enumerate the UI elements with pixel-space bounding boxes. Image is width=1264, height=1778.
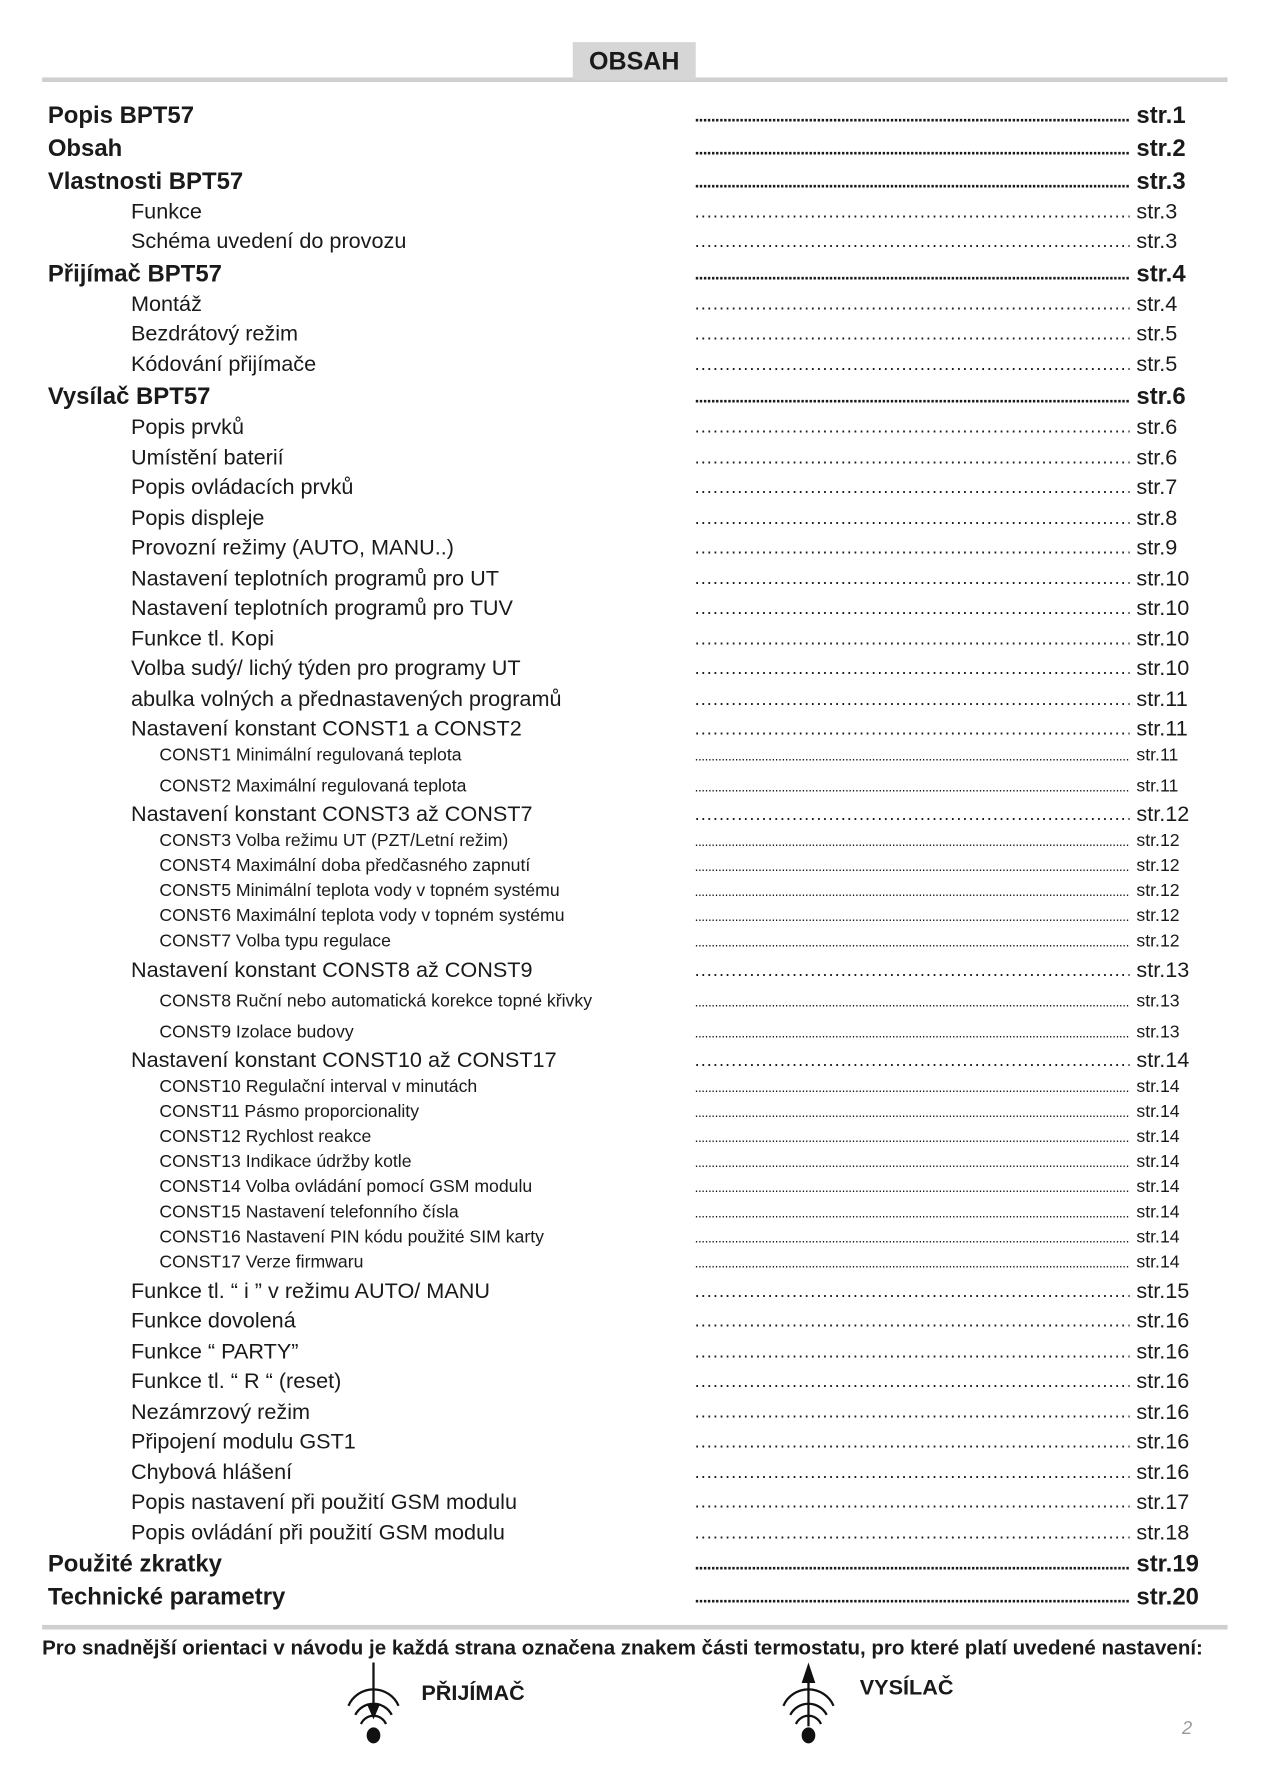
- toc-leader-dots: [695, 388, 1130, 407]
- toc-leader-dots: [695, 1130, 1130, 1146]
- toc-entry-page: str.5: [1136, 322, 1178, 347]
- toc-entry-title: Nastavení teplotních programů pro UT: [130, 567, 499, 591]
- toc-entry-title: Montáž: [130, 292, 202, 317]
- toc-entry-page: str.14: [1136, 1102, 1180, 1122]
- toc-entry-title: Funkce: [130, 200, 202, 225]
- toc-entry-page: str.10: [1136, 567, 1190, 591]
- toc-entry-page: str.7: [1136, 475, 1178, 500]
- toc-entry-title: Volba sudý/ lichý týden pro programy UT: [130, 657, 521, 681]
- toc-entry-page: str.1: [1136, 102, 1186, 129]
- toc-leader-dots: [695, 1372, 1130, 1392]
- toc-entry-title: CONST9 Izolace budovy: [159, 1022, 354, 1042]
- toc-entry-page: str.10: [1136, 596, 1190, 621]
- toc-leader-dots: [695, 173, 1130, 192]
- toc-leader-dots: [695, 599, 1130, 619]
- toc-entry-title: Nastavení konstant CONST8 až CONST9: [130, 958, 533, 983]
- toc-entry-page: str.12: [1136, 906, 1180, 926]
- toc-entry-page: str.2: [1136, 135, 1186, 162]
- toc-entry-page: str.10: [1136, 627, 1190, 652]
- toc-entry-title: Popis BPT57: [47, 102, 195, 129]
- toc-entry-title: Přijímač BPT57: [47, 260, 222, 287]
- toc-entry-title: CONST2 Maximální regulovaná teplota: [159, 776, 467, 796]
- toc-entry-title: CONST6 Maximální teplota vody v topném systému: [159, 906, 565, 926]
- toc-entry-title: Schéma uvedení do provozu: [130, 230, 407, 254]
- toc-entry-title: CONST10 Regulační interval v minutách: [159, 1077, 478, 1097]
- toc-entry-page: str.14: [1136, 1177, 1180, 1197]
- transmitter-label: VYSÍLAČ: [859, 1676, 954, 1701]
- toc-leader-dots: [695, 630, 1130, 650]
- toc-entry-page: str.6: [1136, 415, 1178, 440]
- toc-entry-title: Provozní režimy (AUTO, MANU..): [130, 536, 454, 561]
- toc-entry-title: Popis displeje: [130, 506, 265, 531]
- toc-entry-page: str.6: [1136, 446, 1178, 471]
- toc-entry-page: str.10: [1136, 657, 1190, 681]
- toc-entry-title: Nastavení konstant CONST10 až CONST17: [130, 1048, 557, 1073]
- toc-entry-page: str.14: [1136, 1227, 1180, 1247]
- toc-leader-dots: [695, 994, 1130, 1010]
- toc-leader-dots: [695, 1403, 1130, 1423]
- toc-entry-title: Nastavení teplotních programů pro TUV: [130, 596, 513, 621]
- toc-leader-dots: [695, 1025, 1130, 1041]
- toc-entry-title: CONST13 Indikace údržby kotle: [159, 1152, 412, 1172]
- toc-entry-title: Funkce dovolená: [130, 1309, 296, 1334]
- toc-entry-title: abulka volných a přednastavených programů: [130, 687, 562, 712]
- toc-entry-page: str.13: [1136, 991, 1180, 1012]
- toc-entry-title: Kódování přijímače: [130, 352, 317, 377]
- toc-entry-title: Nezámrzový režim: [130, 1400, 311, 1425]
- toc-entry-page: str.6: [1136, 383, 1186, 410]
- toc-leader-dots: [695, 909, 1130, 925]
- toc-entry-title: CONST1 Minimální regulovaná teplota: [159, 745, 462, 766]
- toc-entry-page: str.16: [1136, 1309, 1190, 1334]
- toc-entry-title: Funkce tl. “ i ” v režimu AUTO/ MANU: [130, 1279, 490, 1304]
- toc-leader-dots: [695, 659, 1130, 679]
- toc-leader-dots: [695, 509, 1130, 529]
- toc-entry-page: str.3: [1136, 230, 1178, 254]
- toc-entry-title: CONST17 Verze firmwaru: [159, 1252, 364, 1272]
- toc-leader-dots: [695, 449, 1130, 469]
- toc-entry-title: Nastavení konstant CONST3 až CONST7: [130, 802, 533, 827]
- toc-entry-title: Nastavení konstant CONST1 a CONST2: [130, 717, 522, 742]
- toc-leader-dots: [695, 106, 1130, 125]
- footer-rule: [42, 1625, 1227, 1630]
- toc-entry-title: CONST12 Rychlost reakce: [159, 1127, 372, 1147]
- toc-entry-page: str.20: [1136, 1583, 1199, 1611]
- toc-entry-title: Popis nastavení při použití GSM modulu: [130, 1490, 517, 1515]
- toc-entry-title: CONST4 Maximální doba předčasného zapnutí: [159, 856, 531, 876]
- toc-leader-dots: [695, 295, 1130, 315]
- toc-entry-page: str.9: [1136, 536, 1178, 561]
- toc-leader-dots: [695, 1155, 1130, 1171]
- toc-entry-page: str.12: [1136, 881, 1180, 901]
- toc-entry-title: Technické parametry: [47, 1583, 286, 1611]
- toc-leader-dots: [695, 539, 1130, 559]
- toc-entry-title: CONST14 Volba ovládání pomocí GSM modulu: [159, 1177, 533, 1197]
- toc-entry-title: Bezdrátový režim: [130, 322, 299, 347]
- toc-leader-dots: [695, 690, 1130, 710]
- toc-entry-page: str.16: [1136, 1340, 1190, 1365]
- toc-leader-dots: [695, 1343, 1130, 1363]
- toc-entry-page: str.16: [1136, 1430, 1190, 1455]
- toc-entry-page: str.3: [1136, 168, 1186, 195]
- toc-entry-title: CONST15 Nastavení telefonního čísla: [159, 1202, 459, 1222]
- toc-entry-page: str.8: [1136, 506, 1178, 531]
- toc-entry-page: str.14: [1136, 1152, 1180, 1172]
- toc-entry-page: str.11: [1136, 687, 1188, 712]
- toc-leader-dots: [695, 569, 1130, 589]
- page-title: OBSAH: [573, 42, 696, 80]
- toc-leader-dots: [695, 355, 1130, 375]
- receiver-label: PŘIJÍMAČ: [421, 1681, 525, 1706]
- receiver-antenna-icon: [339, 1660, 407, 1747]
- toc-entry-title: Připojení modulu GST1: [130, 1430, 356, 1455]
- toc-entry: [0, 1583, 1264, 1628]
- toc-entry-title: Použité zkratky: [47, 1550, 222, 1578]
- toc-entry-page: str.14: [1136, 1252, 1180, 1272]
- toc-entry-page: str.19: [1136, 1550, 1199, 1578]
- toc-leader-dots: [695, 1051, 1130, 1071]
- toc-leader-dots: [695, 834, 1130, 850]
- toc-leader-dots: [695, 1312, 1130, 1332]
- toc-entry-title: CONST11 Pásmo proporcionality: [159, 1102, 420, 1122]
- toc-entry-title: Vysílač BPT57: [47, 383, 211, 410]
- toc-leader-dots: [695, 1493, 1130, 1513]
- toc-entry-page: str.14: [1136, 1127, 1180, 1147]
- toc-leader-dots: [695, 478, 1130, 498]
- toc-entry-page: str.12: [1136, 931, 1180, 951]
- toc-leader-dots: [695, 1463, 1130, 1483]
- toc-entry-title: Vlastnosti BPT57: [47, 168, 244, 195]
- toc-leader-dots: [695, 1255, 1130, 1271]
- toc-leader-dots: [695, 265, 1130, 284]
- toc-leader-dots: [695, 720, 1130, 740]
- toc-leader-dots: [695, 884, 1130, 900]
- toc-entry-page: str.14: [1136, 1202, 1180, 1222]
- toc-entry-page: str.14: [1136, 1077, 1180, 1097]
- toc-entry-title: Popis ovládacích prvků: [130, 475, 354, 500]
- toc-entry-title: CONST16 Nastavení PIN kódu použité SIM karty: [159, 1227, 544, 1247]
- toc-entry-page: str.4: [1136, 260, 1186, 287]
- toc-leader-dots: [695, 1588, 1130, 1607]
- toc-leader-dots: [695, 1432, 1130, 1452]
- toc-entry-title: CONST3 Volba režimu UT (PZT/Letní režim): [159, 831, 509, 851]
- toc-leader-dots: [695, 1205, 1130, 1221]
- toc-entry-page: str.11: [1136, 745, 1179, 766]
- toc-entry-title: Umístění baterií: [130, 446, 284, 471]
- toc-entry-title: CONST8 Ruční nebo automatická korekce topné křivky: [159, 991, 593, 1012]
- toc-entry-page: str.18: [1136, 1521, 1190, 1546]
- toc-entry-title: CONST5 Minimální teplota vody v topném systému: [159, 881, 560, 901]
- toc-entry-title: Popis ovládání při použití GSM modulu: [130, 1521, 505, 1546]
- toc-entry-page: str.12: [1136, 802, 1190, 827]
- toc-entry-page: str.14: [1136, 1048, 1190, 1073]
- toc-entry-title: Funkce tl. “ R “ (reset): [130, 1369, 342, 1394]
- toc-entry-page: str.15: [1136, 1279, 1190, 1304]
- toc-leader-dots: [695, 961, 1130, 981]
- footer-note: Pro snadnější orientaci v návodu je každá strana označena znakem části termostatu, pro které platí uvedené nastavení:: [42, 1636, 1203, 1660]
- toc-entry-page: str.16: [1136, 1460, 1190, 1485]
- toc-leader-dots: [695, 1105, 1130, 1121]
- toc-entry-page: str.12: [1136, 856, 1180, 876]
- toc-leader-dots: [695, 1230, 1130, 1246]
- toc-entry-page: str.16: [1136, 1369, 1190, 1394]
- toc-leader-dots: [695, 1180, 1130, 1196]
- toc-entry-title: Funkce tl. Kopi: [130, 627, 275, 652]
- toc-leader-dots: [695, 203, 1130, 223]
- toc-entry-page: str.4: [1136, 292, 1178, 317]
- toc-entry-title: CONST7 Volba typu regulace: [159, 931, 391, 951]
- toc-leader-dots: [695, 1524, 1130, 1544]
- toc-leader-dots: [695, 1555, 1130, 1574]
- toc-leader-dots: [695, 859, 1130, 875]
- page-number: 2: [1181, 1719, 1193, 1739]
- toc-leader-dots: [695, 1079, 1130, 1095]
- toc-leader-dots: [695, 805, 1130, 825]
- toc-entry-page: str.13: [1136, 1022, 1180, 1042]
- toc-leader-dots: [695, 232, 1130, 252]
- toc-leader-dots: [695, 779, 1130, 795]
- toc-entry-page: str.17: [1136, 1490, 1190, 1515]
- toc-leader-dots: [695, 1282, 1130, 1302]
- toc-leader-dots: [695, 418, 1130, 438]
- toc-entry-title: Obsah: [47, 135, 123, 162]
- toc-entry-page: str.13: [1136, 958, 1190, 983]
- toc-entry-page: str.16: [1136, 1400, 1190, 1425]
- toc-entry-page: str.11: [1136, 717, 1188, 742]
- toc-leader-dots: [695, 325, 1130, 345]
- toc-entry-page: str.5: [1136, 352, 1178, 377]
- toc-entry-page: str.11: [1136, 776, 1179, 796]
- toc-entry-page: str.12: [1136, 831, 1180, 851]
- toc-entry-title: Popis prvků: [130, 415, 245, 440]
- transmitter-antenna-icon: [774, 1660, 842, 1747]
- toc-entry-page: str.3: [1136, 200, 1178, 225]
- toc-entry-title: Chybová hlášení: [130, 1460, 293, 1485]
- toc-leader-dots: [695, 748, 1130, 764]
- toc-leader-dots: [695, 139, 1130, 158]
- toc-leader-dots: [695, 934, 1130, 950]
- toc-entry-title: Funkce “ PARTY”: [130, 1340, 299, 1365]
